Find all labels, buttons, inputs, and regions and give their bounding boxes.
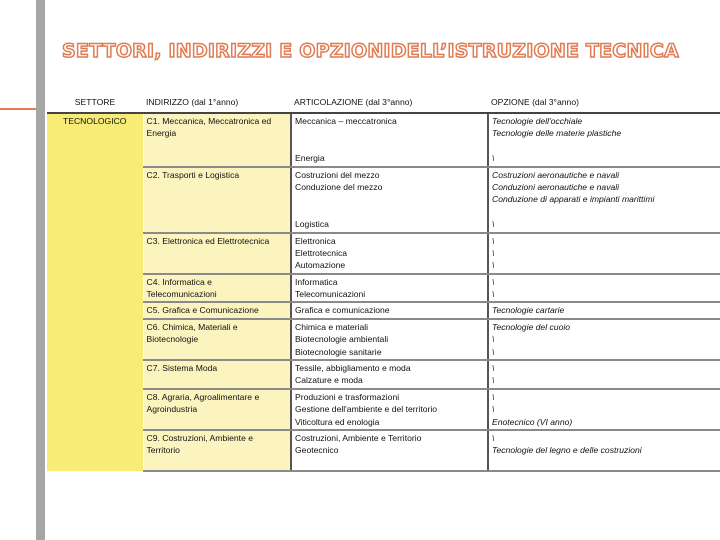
opzione-cell	[488, 319, 720, 360]
header-articolazione: ARTICOLAZIONE (dal 3°anno)	[291, 93, 488, 113]
articolazione-line: Viticoltura ed enologia	[295, 416, 380, 427]
indirizzo-cell	[143, 389, 291, 430]
indirizzo-cell	[143, 302, 291, 318]
accent-line	[0, 108, 36, 110]
indirizzo-line	[147, 218, 288, 230]
opzione-line: \	[492, 276, 495, 287]
indirizzo-line	[147, 193, 288, 205]
indirizzo-line: C7. Sistema Moda	[146, 363, 218, 374]
articolazione-line: Elettrotecnica	[295, 247, 348, 258]
articolazione-cell	[291, 113, 488, 167]
opzione-cell	[488, 113, 720, 167]
opzione-line: \	[492, 346, 495, 357]
articolazione-cell	[291, 360, 488, 389]
indirizzo-line	[147, 374, 288, 386]
articolazione-line: Produzioni e trasformazioni	[295, 391, 400, 402]
opzione-line: \	[492, 404, 495, 415]
indirizzo-line	[147, 457, 288, 469]
articolazione-cell	[291, 430, 488, 471]
indirizzo-line	[147, 416, 288, 428]
articolazione-line: Grafica e comunicazione	[295, 305, 390, 316]
table-row	[47, 389, 720, 430]
indirizzo-cell	[143, 233, 291, 274]
table-row	[47, 430, 720, 471]
opzione-line: Conduzioni aeronautiche e navali	[492, 181, 620, 192]
articolazione-cell	[291, 274, 488, 303]
articolazione-line: Meccanica – meccatronica	[295, 116, 397, 126]
articolazione-line	[295, 127, 484, 139]
header-indirizzo: INDIRIZZO (dal 1°anno)	[143, 93, 291, 113]
articolazione-line: Biotecnologie ambientali	[295, 334, 389, 345]
articolazione-cell	[291, 167, 488, 233]
articolazione-line: Telecomunicazioni	[295, 289, 366, 300]
opzione-line	[492, 140, 717, 152]
articolazione-line: Calzature e moda	[295, 375, 363, 386]
articolazione-line: Costruzioni del mezzo	[295, 169, 380, 180]
table-row	[47, 274, 720, 303]
header-opzione: OPZIONE (dal 3°anno)	[488, 93, 720, 113]
indirizzo-line: C1. Meccanica, Meccatronica ed	[146, 116, 272, 126]
opzione-line: Tecnologie cartarie	[492, 305, 565, 316]
indirizzo-cell	[143, 360, 291, 389]
articolazione-cell	[291, 319, 488, 360]
articolazione-line: Automazione	[295, 260, 346, 271]
table-row	[47, 302, 720, 318]
indirizzo-line	[147, 346, 288, 358]
articolazione-line: Energia	[295, 153, 325, 164]
opzione-line: \	[492, 219, 495, 230]
opzione-cell	[488, 430, 720, 471]
opzione-cell	[488, 274, 720, 303]
table-row	[47, 113, 720, 167]
opzione-line: \	[492, 289, 495, 300]
articolazione-line: Chimica e materiali	[295, 321, 369, 332]
opzione-line: Tecnologie del legno e delle costruzioni	[492, 445, 642, 456]
indirizzo-cell	[143, 113, 291, 167]
articolazione-line: Elettronica	[295, 235, 336, 246]
opzione-cell	[488, 233, 720, 274]
indirizzo-line: Agroindustria	[146, 404, 198, 415]
opzione-line: \	[492, 247, 495, 258]
indirizzo-line	[147, 152, 288, 164]
indirizzo-cell	[143, 274, 291, 303]
opzione-cell	[488, 167, 720, 233]
indirizzo-line: C6. Chimica, Materiali e	[146, 321, 238, 332]
articolazione-line: Geotecnico	[295, 445, 339, 456]
articolazione-line	[295, 457, 484, 469]
indirizzo-cell	[143, 430, 291, 471]
indirizzo-line: C5. Grafica e Comunicazione	[146, 305, 259, 316]
opzione-line: \	[492, 334, 495, 345]
articolazione-line	[295, 206, 484, 218]
indirizzo-line: C3. Elettronica ed Elettrotecnica	[146, 235, 270, 246]
table-header-row	[47, 93, 720, 113]
opzione-line: Costruzioni aeronautiche e navali	[492, 169, 620, 180]
articolazione-line: Informatica	[295, 276, 338, 287]
articolazione-cell	[291, 389, 488, 430]
articolazione-line: Tessile, abbigliamento e moda	[295, 363, 411, 374]
opzione-line: Tecnologie delle materie plastiche	[492, 128, 622, 139]
indirizzo-line	[147, 140, 288, 152]
indirizzo-line: Territorio	[146, 445, 180, 456]
articolazione-cell	[291, 233, 488, 274]
opzione-line	[492, 206, 717, 218]
table-row	[47, 319, 720, 360]
opzione-cell	[488, 302, 720, 318]
indirizzo-cell	[143, 319, 291, 360]
indirizzo-line: C2. Trasporti e Logistica	[146, 169, 240, 180]
opzione-line: \	[492, 375, 495, 386]
opzione-line: Conduzione di apparati e impianti marittimi	[492, 194, 655, 205]
indirizzo-line	[147, 181, 288, 193]
indirizzo-cell	[143, 167, 291, 233]
table-row	[47, 167, 720, 233]
indirizzo-line	[147, 206, 288, 218]
indirizzo-line	[147, 259, 288, 271]
opzione-cell	[488, 360, 720, 389]
articolazione-line: Gestione dell'ambiente e del territorio	[295, 404, 438, 415]
indirizzo-line: Biotecnologie	[146, 334, 199, 345]
opzione-line: \	[492, 153, 495, 164]
settore-cell: TECNOLOGICO	[47, 113, 143, 471]
indirizzo-line: Telecomunicazioni	[146, 289, 217, 300]
table-body	[47, 113, 720, 471]
articolazione-line: Logistica	[295, 219, 329, 230]
articolazione-cell	[291, 302, 488, 318]
articolazione-line: Costruzioni, Ambiente e Territorio	[295, 432, 422, 443]
indirizzo-line: C9. Costruzioni, Ambiente e	[146, 432, 254, 443]
settori-table	[47, 93, 720, 472]
opzione-line	[492, 457, 717, 469]
opzione-line: Tecnologie dell'occhiale	[492, 116, 583, 126]
indirizzo-line: C8. Agraria, Agroalimentare e	[146, 391, 260, 402]
table-row	[47, 233, 720, 274]
slide-title: SETTORI, INDIRIZZI E OPZIONIDELL’ISTRUZIONE TECNICA	[62, 40, 679, 62]
indirizzo-line	[147, 247, 288, 259]
opzione-cell	[488, 389, 720, 430]
opzione-line: Enotecnico (VI anno)	[492, 416, 573, 427]
articolazione-line	[295, 140, 484, 152]
indirizzo-line: Energia	[146, 128, 177, 139]
left-decorative-bar	[36, 0, 45, 540]
indirizzo-line: C4. Informatica e	[146, 276, 212, 287]
opzione-line: \	[492, 391, 495, 402]
header-settore: SETTORE	[47, 93, 143, 113]
articolazione-line: Conduzione del mezzo	[295, 181, 383, 192]
articolazione-line	[295, 193, 484, 205]
opzione-line: \	[492, 363, 495, 374]
articolazione-line: Biotecnologie sanitarie	[295, 346, 382, 357]
opzione-line: Tecnologie del cuoio	[492, 321, 571, 332]
opzione-line: \	[492, 432, 495, 443]
table-row	[47, 360, 720, 389]
opzione-line: \	[492, 235, 495, 246]
opzione-line: \	[492, 260, 495, 271]
